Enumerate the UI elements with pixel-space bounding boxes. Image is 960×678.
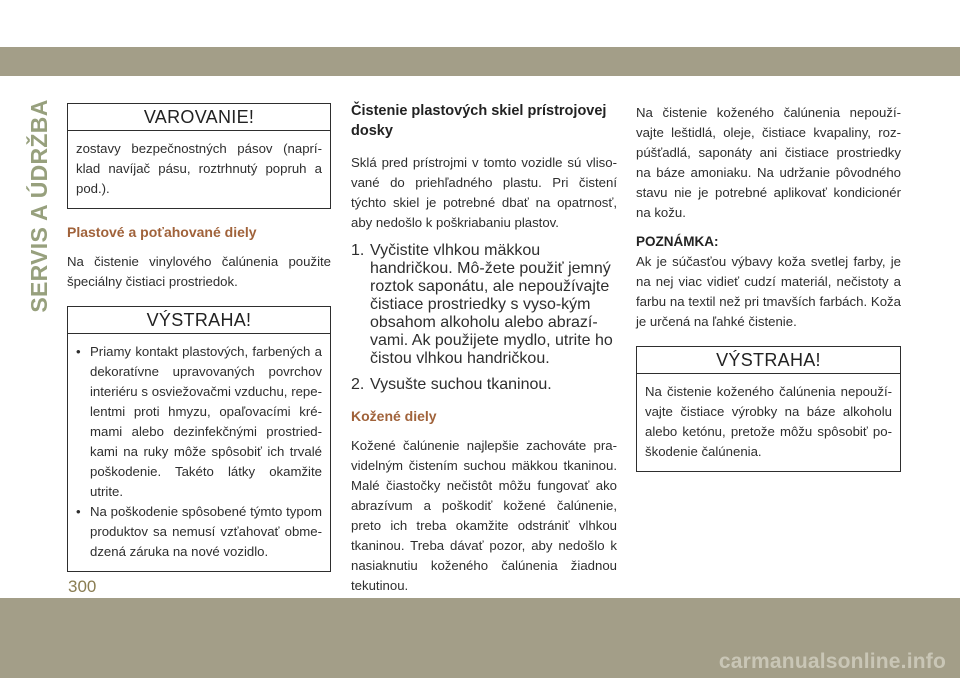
warning-title: VAROVANIE! [68,104,330,131]
note-label: POZNÁMKA: [636,234,719,249]
watermark: carmanualsonline.info [718,650,946,673]
list-item [351,376,617,394]
paragraph-leather: Kožené čalúnenie najlepšie zachováte pra-videlným čistením suchou mäkkou tkaninou. Malé čiastočky nečistôt môžu fungovať ako abrazívum a poškodiť kožené čalúnenie, preto ich treba okamžite odstrániť vlhkou tkaninou. Treba dávať pozor, aby nedošlo k nasiaknutiu koženého čalúnenia žiadnou tekutinou. [351,438,617,593]
warning-box [67,103,331,209]
paragraph-glass: Sklá pred prístrojmi v tomto vozidle sú vliso-vané do priehľadného plastu. Pri čistení týchto skiel je potrebné dbať na opatrnosť, aby nedošlo k poškriabaniu plastov. [351,155,617,230]
caution-title: VÝSTRAHA! [637,347,900,374]
column-middle [351,101,617,596]
page-number: 300 [68,577,97,596]
step-number: 2. [351,376,365,393]
paragraph-leather-care: Na čistenie koženého čalúnenia nepouží-vajte leštidlá, oleje, čistiace kvapaliny, roz-púšťadlá, saponáty ani čistiace prostriedky na báze amoniaku. Na udržanie pôvodného stavu nie je potrebné aplikovať kondicionér na kožu. [636,105,901,220]
list-item: • Na poškodenie spôsobené týmto typom produktov sa nemusí vzťahovať obme-dzená záruka na nové vozidlo. [76,502,322,562]
column-right [636,103,901,472]
caution-bullet-list [76,342,322,562]
caution-body [68,334,330,571]
column-left [67,103,331,572]
note-text: Ak je súčasťou výbavy koža svetlej farby, je na nej viac vidieť cudzí materiál, nečistoty a farbu na textil než pri tmavších farbách. Koža je určená na ľahké čistenie. [636,254,901,329]
heading-plastic-parts: Plastové a poťahované diely [67,224,257,240]
caution-title: VÝSTRAHA! [68,307,330,334]
step-text: Vyčistite vlhkou mäkkou handričkou. Mô-žete použiť jemný roztok saponátu, ale nepoužívajte čistiace prostriedky s vyso-kým obsahom alkoholu alebo abrazí-vami. Ak použijete mydlo, utrite ho čistou vlhkou handričkou. [370,242,613,367]
caution-box [636,346,901,472]
header-band [0,47,960,76]
paragraph-vinyl: Na čistenie vinylového čalúnenia použite špeciálny čistiaci prostriedok. [67,254,331,289]
step-text: Vysušte suchou tkaninou. [370,376,552,393]
heading-leather-parts: Kožené diely [351,408,437,424]
step-number: 1. [351,242,365,259]
heading-instrument-glass: Čistenie plastových skiel prístrojovej dosky [351,103,607,139]
list-item: • Priamy kontakt plastových, farbených a dekoratívne upravovaných povrchov interiéru s osviežovačmi vzduchu, repe-lentmi proti hmyzu, opaľovacími kré-mami alebo dezinfekčnými prostried-kami na ruky môže spôsobiť ich trvalé poškodenie. Takéto látky okamžite utrite. [76,342,322,502]
warning-text: zostavy bezpečnostných pásov (naprí-klad navíjač pásu, roztrhnutý popruh a pod.). [76,141,322,196]
caution-text: Na čistenie koženého čalúnenia nepouží-vajte čistiace výrobky na báze alkoholu alebo ketónu, pretože môžu spôsobiť po-škodenie čalúnenia. [645,384,892,459]
list-item [351,242,617,368]
steps-list [351,242,617,394]
caution-box [67,306,331,572]
section-side-title: SERVIS A ÚDRŽBA [26,99,52,313]
